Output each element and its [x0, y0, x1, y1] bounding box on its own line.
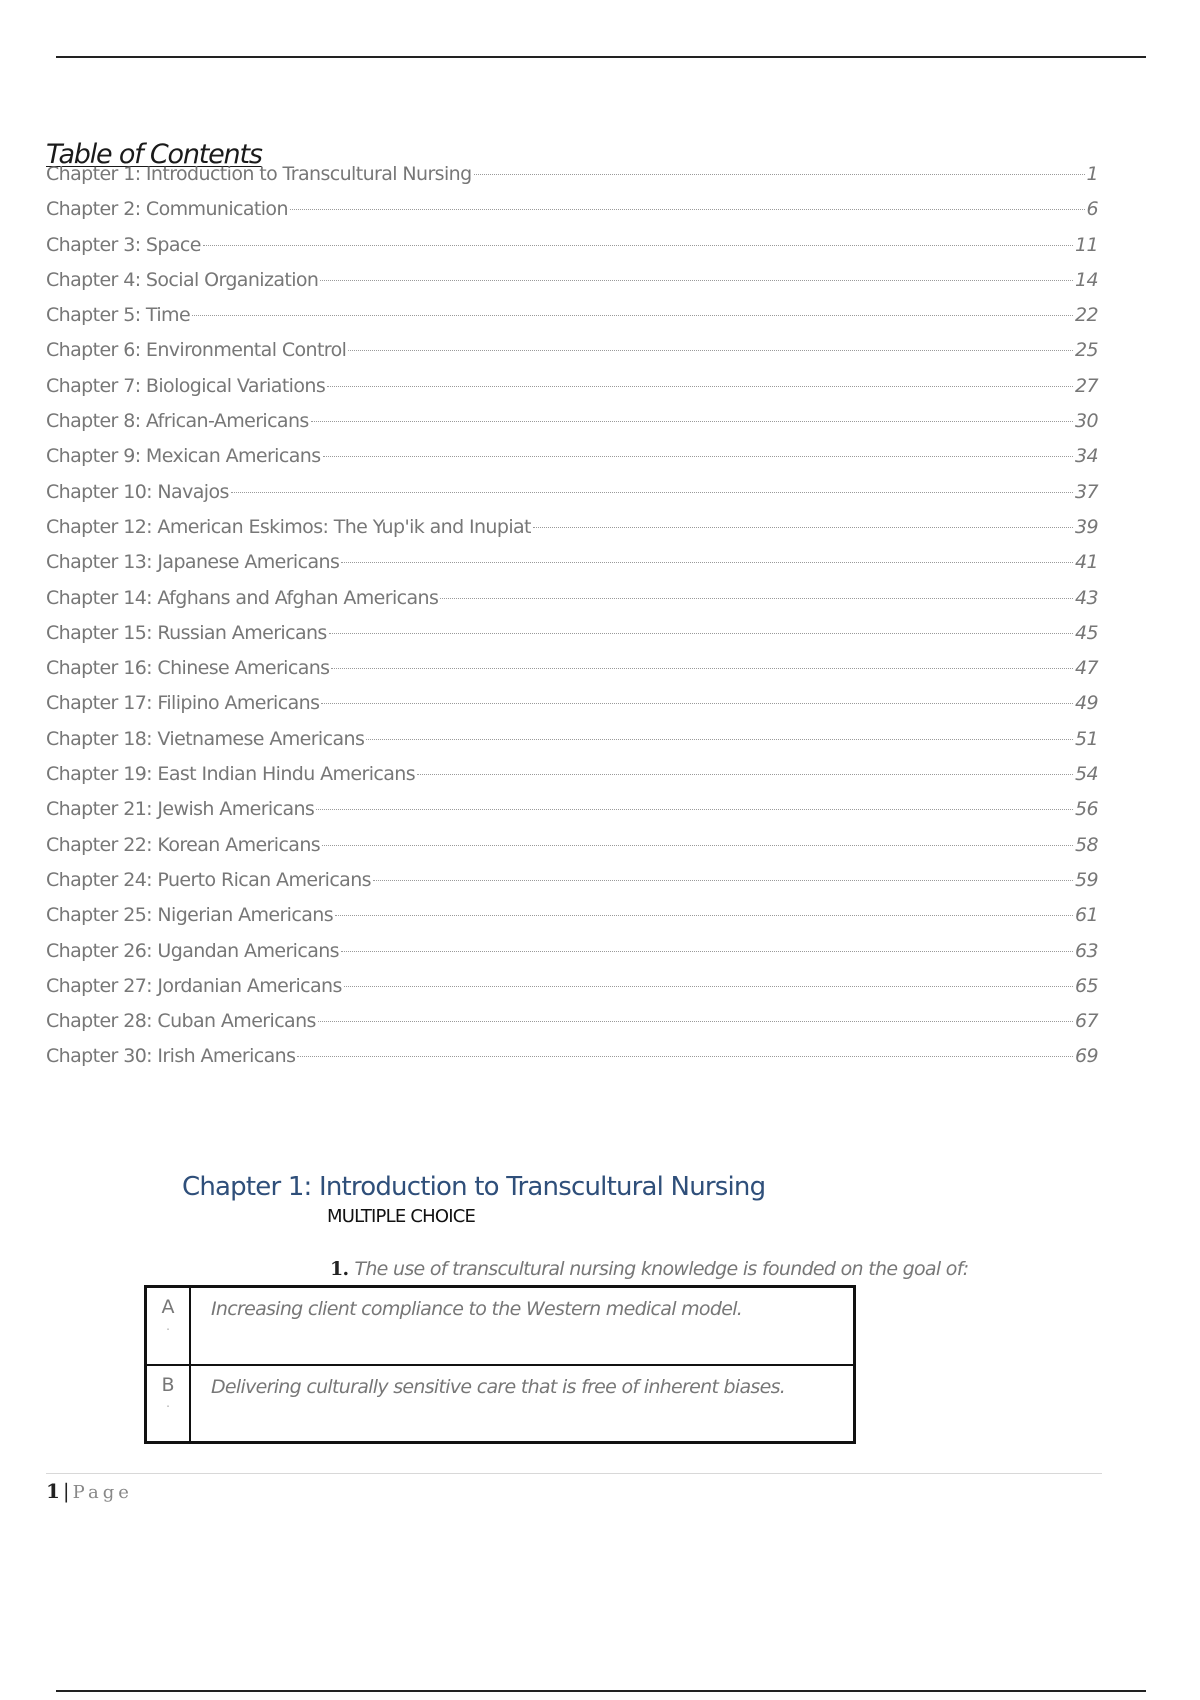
toc-leader-dots	[331, 667, 1073, 669]
page-footer	[46, 1479, 133, 1503]
toc-leader-dots	[373, 879, 1073, 881]
toc-entry-label: Chapter 27: Jordanian Americans	[46, 974, 342, 997]
toc-leader-dots	[533, 526, 1073, 528]
footer-separator: |	[62, 1479, 70, 1503]
toc-leader-dots	[323, 455, 1074, 457]
toc-entry[interactable]	[46, 439, 1098, 474]
option-letter-cell	[146, 1287, 191, 1365]
toc-entry[interactable]	[46, 828, 1098, 863]
toc-entry[interactable]	[46, 298, 1098, 333]
toc-entry[interactable]	[46, 545, 1098, 580]
footer-page-number: 1	[46, 1479, 60, 1503]
toc-entry[interactable]	[46, 863, 1098, 898]
toc-entry-label: Chapter 7: Biological Variations	[46, 374, 326, 397]
toc-entry-label: Chapter 25: Nigerian Americans	[46, 904, 333, 927]
toc-entry-label: Chapter 28: Cuban Americans	[46, 1010, 316, 1033]
toc-entry-label: Chapter 2: Communication	[46, 198, 288, 221]
toc-entry-page: 6	[1086, 198, 1098, 221]
toc-entry[interactable]	[46, 333, 1098, 368]
chapter-heading: Chapter 1: Introduction to Transcultural Nursing	[182, 1172, 766, 1202]
question-text: The use of transcultural nursing knowledge is founded on the goal of:	[354, 1258, 969, 1280]
toc-leader-dots	[297, 1055, 1073, 1057]
toc-leader-dots	[316, 808, 1073, 810]
toc-entry-page: 47	[1075, 657, 1098, 680]
toc-entry[interactable]	[46, 969, 1098, 1004]
toc-entry-label: Chapter 15: Russian Americans	[46, 621, 327, 644]
toc-entry-label: Chapter 17: Filipino Americans	[46, 692, 320, 715]
toc-entry-label: Chapter 16: Chinese Americans	[46, 657, 330, 680]
toc-entry-label: Chapter 5: Time	[46, 304, 191, 327]
toc-entry-label: Chapter 8: African-Americans	[46, 410, 309, 433]
toc-entry-label: Chapter 12: American Eskimos: The Yup'ik and Inupiat	[46, 515, 531, 538]
toc-leader-dots	[329, 632, 1073, 634]
toc-leader-dots	[318, 1020, 1073, 1022]
toc-entry-page: 1	[1086, 163, 1098, 185]
toc-leader-dots	[192, 314, 1073, 316]
toc-entry-page: 34	[1075, 445, 1098, 468]
option-letter: A	[161, 1296, 175, 1318]
toc-leader-dots	[290, 208, 1085, 210]
toc-entry[interactable]	[46, 510, 1098, 545]
toc-entry[interactable]	[46, 651, 1098, 686]
toc-entry-page: 51	[1075, 727, 1098, 750]
toc-entry-label: Chapter 18: Vietnamese Americans	[46, 727, 365, 750]
footer-rule	[46, 1473, 1102, 1474]
toc-entry-page: 69	[1075, 1045, 1098, 1068]
toc-entry-label: Chapter 30: Irish Americans	[46, 1045, 296, 1068]
toc-entry[interactable]	[46, 157, 1098, 192]
toc-leader-dots	[231, 491, 1073, 493]
question-number: 1.	[330, 1258, 349, 1280]
toc-entry[interactable]	[46, 934, 1098, 969]
footer-page-word: Page	[72, 1482, 133, 1503]
toc-leader-dots	[474, 173, 1085, 175]
question	[330, 1258, 968, 1280]
toc-entry-label: Chapter 4: Social Organization	[46, 268, 319, 291]
toc-entry-label: Chapter 19: East Indian Hindu Americans	[46, 763, 416, 786]
toc-entry-label: Chapter 21: Jewish Americans	[46, 798, 315, 821]
option-letter-dot: .	[166, 1396, 170, 1411]
option-letter-dot: .	[166, 1318, 170, 1333]
toc-entry-label: Chapter 22: Korean Americans	[46, 833, 321, 856]
toc-entry-label: Chapter 26: Ugandan Americans	[46, 939, 339, 962]
toc-entry[interactable]	[46, 722, 1098, 757]
toc-entry-page: 58	[1075, 833, 1098, 856]
option-letter-cell	[146, 1365, 191, 1443]
toc-entry-page: 27	[1075, 374, 1098, 397]
toc-entry-label: Chapter 24: Puerto Rican Americans	[46, 868, 371, 891]
toc-entry[interactable]	[46, 369, 1098, 404]
toc-entry[interactable]	[46, 581, 1098, 616]
toc-entry[interactable]	[46, 263, 1098, 298]
toc-leader-dots	[341, 561, 1073, 563]
toc-entry-label: Chapter 1: Introduction to Transcultural Nursing	[46, 163, 472, 185]
toc-entry-page: 49	[1075, 692, 1098, 715]
toc-entry-page: 37	[1075, 480, 1098, 503]
toc-entry[interactable]	[46, 1004, 1098, 1039]
toc-entry-label: Chapter 3: Space	[46, 233, 201, 256]
toc-entry[interactable]	[46, 192, 1098, 227]
toc-leader-dots	[440, 597, 1073, 599]
toc-entry-page: 14	[1075, 268, 1098, 291]
toc-entry[interactable]	[46, 616, 1098, 651]
toc-entry[interactable]	[46, 898, 1098, 933]
toc-leader-dots	[321, 702, 1073, 704]
toc-entry-page: 45	[1075, 621, 1098, 644]
toc-entry-page: 22	[1075, 304, 1098, 327]
option-text: Delivering culturally sensitive care that is free of inherent biases.	[190, 1365, 855, 1443]
section-label: MULTIPLE CHOICE	[327, 1206, 476, 1227]
toc-title: Table of Contents	[46, 139, 262, 170]
toc-entry-page: 25	[1075, 339, 1098, 362]
toc-leader-dots	[203, 244, 1073, 246]
toc-entry-page: 63	[1075, 939, 1098, 962]
toc-entry-page: 30	[1075, 410, 1098, 433]
toc-leader-dots	[366, 738, 1073, 740]
toc-entry-label: Chapter 13: Japanese Americans	[46, 551, 340, 574]
toc-leader-dots	[327, 385, 1073, 387]
toc-entry-page: 67	[1075, 1010, 1098, 1033]
option-letter: B	[161, 1373, 175, 1396]
table-of-contents	[46, 138, 1098, 1075]
toc-entry-label: Chapter 6: Environmental Control	[46, 339, 347, 362]
toc-entry[interactable]	[46, 757, 1098, 792]
bottom-rule	[56, 1690, 1146, 1692]
toc-entry-page: 11	[1075, 233, 1098, 256]
toc-leader-dots	[348, 349, 1073, 351]
toc-entry-label: Chapter 10: Navajos	[46, 480, 229, 503]
toc-leader-dots	[417, 773, 1073, 775]
toc-entry-page: 43	[1075, 586, 1098, 609]
answer-option[interactable]	[146, 1365, 855, 1443]
toc-entry-page: 54	[1075, 763, 1098, 786]
toc-entry[interactable]	[46, 1039, 1098, 1074]
toc-leader-dots	[311, 420, 1073, 422]
toc-entry[interactable]	[46, 475, 1098, 510]
toc-entry[interactable]	[46, 686, 1098, 721]
header-rule	[56, 56, 1146, 58]
toc-entry-page: 39	[1075, 515, 1098, 538]
toc-entry[interactable]	[46, 792, 1098, 827]
answer-options-table	[144, 1285, 856, 1444]
toc-entry-label: Chapter 9: Mexican Americans	[46, 445, 321, 468]
toc-leader-dots	[341, 950, 1073, 952]
toc-entry-label: Chapter 14: Afghans and Afghan Americans	[46, 586, 439, 609]
toc-entry-page: 59	[1075, 868, 1098, 891]
toc-entry-page: 61	[1075, 904, 1098, 927]
toc-leader-dots	[335, 914, 1073, 916]
toc-entry[interactable]	[46, 404, 1098, 439]
toc-entry-page: 65	[1075, 974, 1098, 997]
toc-entry-page: 56	[1075, 798, 1098, 821]
toc-leader-dots	[320, 279, 1073, 281]
toc-leader-dots	[344, 985, 1073, 987]
toc-list	[46, 157, 1098, 1075]
toc-entry[interactable]	[46, 228, 1098, 263]
toc-entry-page: 41	[1075, 551, 1098, 574]
toc-leader-dots	[322, 844, 1073, 846]
answer-option[interactable]	[146, 1287, 855, 1365]
option-text: Increasing client compliance to the Western medical model.	[190, 1287, 855, 1365]
